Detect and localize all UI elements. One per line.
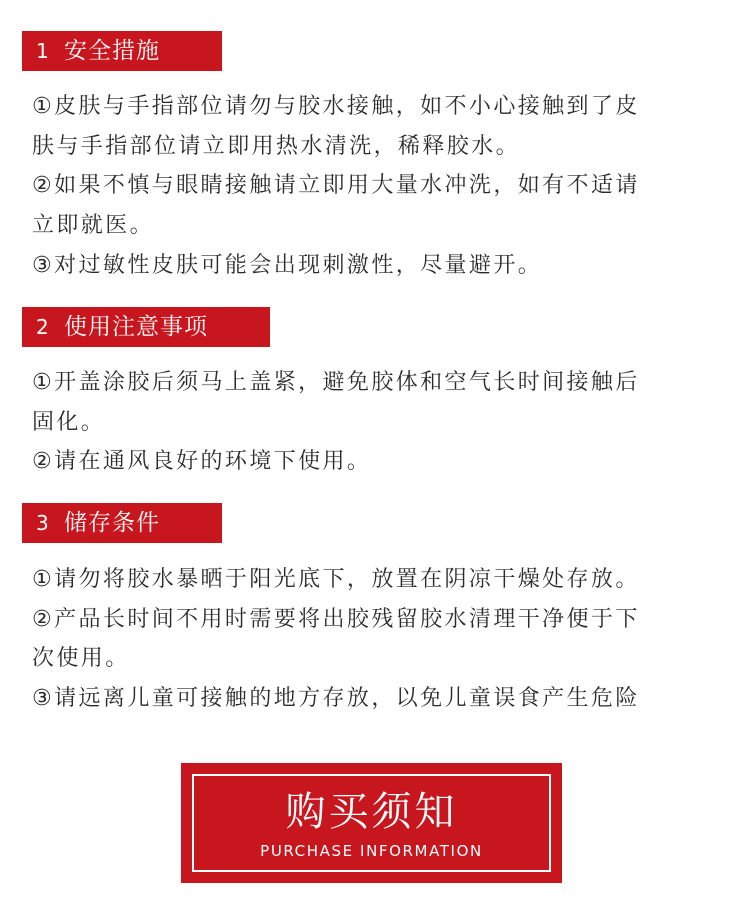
section-number: 1 — [36, 39, 50, 63]
body-line: ②如果不慎与眼睛接触请立即用大量水冲洗，如有不适请 — [32, 173, 640, 199]
section-body-storage — [32, 560, 732, 719]
body-line: ③对过敏性皮肤可能会出现刺激性，尽量避开。 — [32, 252, 543, 278]
body-line: ③请远离儿童可接触的地方存放，以免儿童误食产生危险 — [32, 686, 640, 712]
section-title: 使用注意事项 — [64, 314, 209, 340]
banner-inner-frame — [192, 774, 551, 872]
body-line: 肤与手指部位请立即用热水清洗，稀释胶水。 — [32, 133, 521, 159]
section-body-safety — [32, 87, 732, 286]
body-line: 立即就医。 — [32, 213, 155, 239]
section-body-usage-notes — [32, 363, 732, 482]
banner-title: 购买须知 — [285, 789, 458, 835]
section-header-safety — [22, 31, 222, 71]
body-line: ②产品长时间不用时需要将出胶残留胶水清理干净便于下 — [32, 606, 640, 632]
body-line: 固化。 — [32, 409, 106, 435]
body-line: ①开盖涂胶后须马上盖紧，避免胶体和空气长时间接触后 — [32, 370, 640, 395]
purchase-info-banner — [181, 763, 562, 883]
body-line: ②请在通风良好的环境下使用。 — [32, 449, 372, 475]
banner-subtitle: PURCHASE INFORMATION — [260, 842, 483, 860]
section-title: 安全措施 — [64, 38, 161, 64]
section-header-usage-notes — [22, 307, 270, 347]
body-line: ①皮肤与手指部位请勿与胶水接触，如不小心接触到了皮 — [32, 94, 640, 119]
section-number: 2 — [36, 315, 50, 339]
section-title: 储存条件 — [64, 510, 161, 536]
body-line: ①请勿将胶水暴晒于阳光底下，放置在阴凉干燥处存放。 — [32, 567, 640, 592]
section-header-storage — [22, 503, 222, 543]
section-number: 3 — [36, 511, 50, 535]
body-line: 次使用。 — [32, 646, 130, 672]
